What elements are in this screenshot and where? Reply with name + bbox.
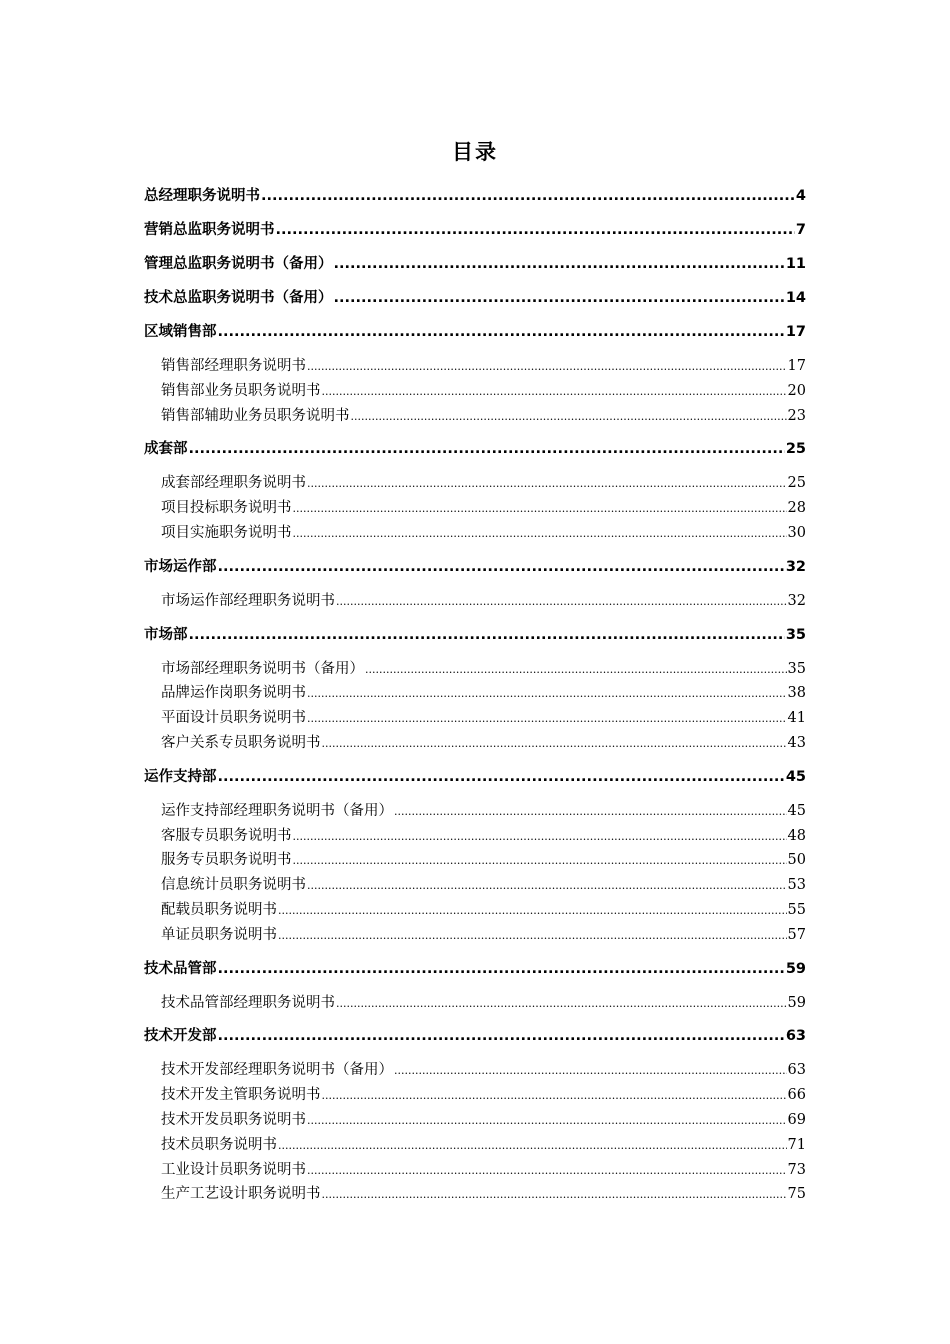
toc-entry-label: 管理总监职务说明书（备用）	[144, 256, 333, 272]
toc-page-number: 55	[787, 901, 806, 918]
toc-dot-leader	[261, 184, 795, 209]
toc-page-number: 20	[787, 382, 806, 399]
toc-page-number: 50	[787, 852, 806, 869]
toc-entry-section[interactable]	[144, 957, 806, 982]
toc-page-number: 23	[787, 407, 806, 424]
toc-dot-leader	[336, 991, 787, 1016]
toc-dot-leader	[322, 731, 787, 756]
toc-entry-label: 服务专员职务说明书	[161, 852, 292, 869]
table-of-contents	[144, 184, 806, 1207]
toc-title: 目录	[452, 140, 498, 164]
toc-dot-leader	[351, 404, 787, 429]
toc-entry-label: 技术员职务说明书	[161, 1136, 277, 1153]
toc-entry-subsection[interactable]	[144, 589, 806, 614]
toc-entry-subsection[interactable]	[144, 681, 806, 706]
toc-dot-leader	[322, 379, 787, 404]
toc-dot-leader	[307, 1108, 787, 1133]
toc-dot-leader	[218, 957, 785, 982]
toc-page-number: 71	[787, 1136, 806, 1153]
toc-entry-label: 客户关系专员职务说明书	[161, 734, 321, 751]
toc-dot-leader	[334, 286, 785, 311]
toc-page-number: 35	[785, 626, 806, 643]
toc-entry-label: 销售部辅助业务员职务说明书	[161, 407, 350, 424]
toc-entry-label: 成套部经理职务说明书	[161, 475, 306, 492]
toc-entry-label: 总经理职务说明书	[144, 188, 260, 204]
toc-entry-label: 营销总监职务说明书	[144, 222, 275, 238]
toc-page-number: 30	[787, 524, 806, 541]
toc-entry-subsection[interactable]	[144, 848, 806, 873]
toc-entry-label: 销售部经理职务说明书	[161, 358, 306, 374]
toc-page-number: 14	[785, 290, 806, 306]
toc-entry-label: 区域销售部	[144, 324, 217, 340]
toc-dot-leader	[276, 218, 795, 243]
toc-page-number: 63	[785, 1028, 806, 1045]
toc-entry-label: 技术开发主管职务说明书	[161, 1087, 321, 1104]
toc-entry-label: 市场运作部	[144, 558, 217, 575]
toc-entry-subsection[interactable]	[144, 471, 806, 496]
toc-entry-label: 生产工艺设计职务说明书	[161, 1186, 321, 1203]
toc-page-number: 17	[787, 358, 806, 374]
toc-dot-leader	[218, 1024, 785, 1049]
toc-entry-subsection[interactable]	[144, 731, 806, 756]
toc-page-number: 63	[787, 1062, 806, 1079]
toc-dot-leader	[218, 555, 785, 580]
toc-dot-leader	[189, 623, 785, 648]
toc-page-number: 45	[785, 768, 806, 785]
toc-entry-subsection[interactable]	[144, 1182, 806, 1207]
toc-entry-label: 市场运作部经理职务说明书	[161, 592, 335, 609]
toc-entry-subsection[interactable]	[144, 521, 806, 546]
toc-page-number: 53	[787, 877, 806, 894]
toc-entry-label: 品牌运作岗职务说明书	[161, 685, 306, 702]
toc-dot-leader	[322, 1182, 787, 1207]
toc-dot-leader	[293, 848, 787, 873]
toc-dot-leader	[394, 1058, 787, 1083]
toc-page-number: 17	[785, 324, 806, 340]
toc-entry-section[interactable]	[144, 252, 806, 277]
toc-dot-leader	[278, 923, 787, 948]
toc-page-number: 25	[787, 475, 806, 492]
toc-entry-label: 市场部	[144, 626, 188, 643]
toc-entry-label: 工业设计员职务说明书	[161, 1161, 306, 1178]
toc-entry-subsection[interactable]	[144, 706, 806, 731]
toc-entry-subsection[interactable]	[144, 1083, 806, 1108]
toc-entry-subsection[interactable]	[144, 379, 806, 404]
toc-dot-leader	[336, 589, 787, 614]
toc-dot-leader	[322, 1083, 787, 1108]
toc-dot-leader	[334, 252, 785, 277]
toc-page-number: 57	[787, 926, 806, 943]
toc-entry-label: 技术品管部	[144, 960, 217, 977]
toc-entry-section[interactable]	[144, 765, 806, 790]
toc-entry-subsection[interactable]	[144, 354, 806, 379]
toc-entry-subsection[interactable]	[144, 991, 806, 1016]
toc-entry-label: 技术品管部经理职务说明书	[161, 994, 335, 1011]
toc-entry-subsection[interactable]	[144, 1058, 806, 1083]
toc-entry-label: 项目投标职务说明书	[161, 500, 292, 517]
toc-page-number: 75	[787, 1186, 806, 1203]
toc-dot-leader	[307, 1158, 787, 1183]
toc-entry-subsection[interactable]	[144, 824, 806, 849]
toc-page-number: 7	[795, 222, 806, 238]
toc-entry-section[interactable]	[144, 320, 806, 345]
toc-dot-leader	[307, 706, 787, 731]
toc-page-number: 4	[795, 188, 806, 204]
toc-dot-leader	[218, 320, 785, 345]
toc-entry-subsection[interactable]	[144, 1133, 806, 1158]
toc-entry-label: 成套部	[144, 441, 188, 458]
toc-entry-subsection[interactable]	[144, 898, 806, 923]
toc-entry-subsection[interactable]	[144, 657, 806, 682]
toc-entry-subsection[interactable]	[144, 496, 806, 521]
toc-entry-label: 技术总监职务说明书（备用）	[144, 290, 333, 306]
toc-entry-label: 客服专员职务说明书	[161, 827, 292, 844]
toc-dot-leader	[293, 824, 787, 849]
toc-page-number: 59	[787, 994, 806, 1011]
toc-dot-leader	[394, 799, 787, 824]
toc-page-number: 43	[787, 734, 806, 751]
toc-dot-leader	[278, 1133, 787, 1158]
toc-entry-label: 技术开发员职务说明书	[161, 1111, 306, 1128]
toc-entry-label: 技术开发部	[144, 1028, 217, 1045]
toc-entry-label: 技术开发部经理职务说明书（备用）	[161, 1062, 393, 1079]
toc-entry-subsection[interactable]	[144, 1158, 806, 1183]
toc-entry-section[interactable]	[144, 623, 806, 648]
toc-page-number: 59	[785, 960, 806, 977]
toc-entry-section[interactable]	[144, 218, 806, 243]
toc-dot-leader	[218, 765, 785, 790]
toc-entry-subsection[interactable]	[144, 404, 806, 429]
toc-page-number: 66	[787, 1087, 806, 1104]
toc-dot-leader	[307, 873, 787, 898]
toc-page-number: 41	[787, 710, 806, 727]
toc-entry-label: 运作支持部经理职务说明书（备用）	[161, 802, 393, 819]
toc-entry-subsection[interactable]	[144, 923, 806, 948]
toc-dot-leader	[189, 437, 785, 462]
toc-entry-label: 销售部业务员职务说明书	[161, 382, 321, 399]
toc-dot-leader	[307, 471, 787, 496]
toc-entry-label: 配载员职务说明书	[161, 901, 277, 918]
toc-entry-subsection[interactable]	[144, 799, 806, 824]
toc-entry-section[interactable]	[144, 286, 806, 311]
toc-page-number: 38	[787, 685, 806, 702]
toc-entry-section[interactable]	[144, 555, 806, 580]
toc-entry-label: 市场部经理职务说明书（备用）	[161, 660, 364, 677]
toc-page-number: 25	[785, 441, 806, 458]
toc-dot-leader	[307, 681, 787, 706]
toc-entry-label: 平面设计员职务说明书	[161, 710, 306, 727]
toc-dot-leader	[293, 496, 787, 521]
toc-entry-subsection[interactable]	[144, 873, 806, 898]
toc-page-number: 48	[787, 827, 806, 844]
toc-entry-section[interactable]	[144, 1024, 806, 1049]
toc-entry-subsection[interactable]	[144, 1108, 806, 1133]
toc-entry-label: 单证员职务说明书	[161, 926, 277, 943]
toc-entry-section[interactable]	[144, 184, 806, 209]
toc-dot-leader	[278, 898, 787, 923]
toc-page-number: 35	[787, 660, 806, 677]
toc-page-number: 28	[787, 500, 806, 517]
toc-dot-leader	[293, 521, 787, 546]
toc-page-number: 32	[785, 558, 806, 575]
toc-page-number: 69	[787, 1111, 806, 1128]
toc-entry-label: 运作支持部	[144, 768, 217, 785]
toc-dot-leader	[365, 657, 787, 682]
toc-page-number: 11	[785, 256, 806, 272]
toc-page-number: 45	[787, 802, 806, 819]
toc-page-number: 32	[787, 592, 806, 609]
toc-entry-label: 信息统计员职务说明书	[161, 877, 306, 894]
toc-page-number: 73	[787, 1161, 806, 1178]
toc-entry-label: 项目实施职务说明书	[161, 524, 292, 541]
toc-entry-section[interactable]	[144, 437, 806, 462]
toc-dot-leader	[307, 354, 787, 379]
